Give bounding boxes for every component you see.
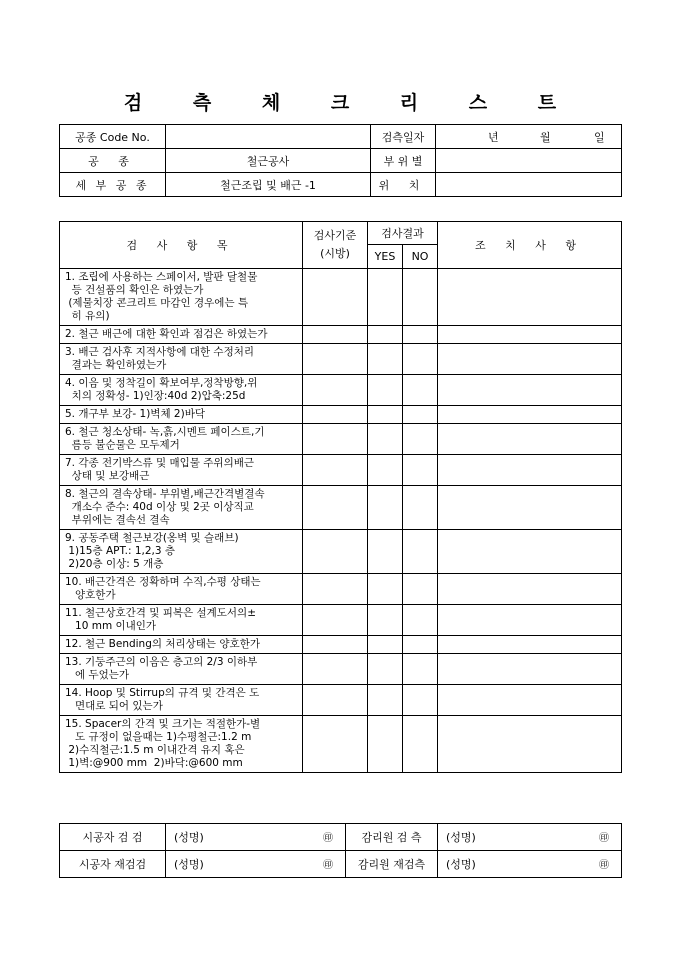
action-cell[interactable] (438, 605, 622, 636)
checklist-item-text (60, 530, 303, 574)
header-table (59, 124, 622, 197)
checklist-item-line: 히 유의) (65, 310, 110, 322)
name-placeholder: (성명) (446, 858, 476, 871)
seal-mark: ㊞ (323, 833, 333, 844)
checklist-item-text (60, 654, 303, 685)
checklist-row (60, 654, 622, 685)
yes-cell[interactable] (368, 605, 403, 636)
action-cell[interactable] (438, 326, 622, 344)
supervisor-inspection-signature[interactable] (438, 824, 622, 851)
no-cell[interactable] (403, 636, 438, 654)
inspection-date-label: 검측일자 (371, 125, 436, 149)
work-code-value[interactable] (166, 125, 371, 149)
yes-cell[interactable] (368, 716, 403, 773)
checklist-item-text (60, 326, 303, 344)
checklist-item-text (60, 486, 303, 530)
checklist-item-text (60, 636, 303, 654)
signature-table (59, 823, 622, 878)
no-cell[interactable] (403, 344, 438, 375)
checklist-item-line: 결과는 확인하였는가 (65, 359, 167, 371)
checklist-row (60, 455, 622, 486)
no-cell[interactable] (403, 486, 438, 530)
checklist-item-text (60, 375, 303, 406)
checklist-item-text (60, 406, 303, 424)
inspection-date-value[interactable] (436, 125, 622, 149)
contractor-inspection-label: 시공자 검 검 (60, 824, 166, 851)
yes-cell[interactable] (368, 654, 403, 685)
standard-cell[interactable] (303, 685, 368, 716)
checklist-item-line: 7. 각종 전기박스류 및 매입물 주위의배근 (65, 457, 254, 469)
checklist-item-line: 11. 철근상호간격 및 피복은 설계도서의± (65, 607, 256, 619)
checklist-item-line: 등 건설품의 확인은 하였는가 (65, 284, 204, 296)
checklist-row (60, 605, 622, 636)
standard-cell[interactable] (303, 269, 368, 326)
action-cell[interactable] (438, 344, 622, 375)
no-cell[interactable] (403, 375, 438, 406)
checklist-table (59, 221, 622, 773)
yes-cell[interactable] (368, 685, 403, 716)
action-cell[interactable] (438, 654, 622, 685)
action-cell[interactable] (438, 406, 622, 424)
action-cell[interactable] (438, 375, 622, 406)
checklist-item-line: 도 규정이 없을때는 1)수평철근:1.2 m (65, 731, 252, 743)
seal-mark: ㊞ (599, 833, 609, 844)
checklist-item-text (60, 455, 303, 486)
checklist-item-line: 12. 철근 Bending의 처리상태는 양호한가 (65, 638, 260, 650)
work-code-label: 공종 Code No. (60, 125, 166, 149)
checklist-item-line: 6. 철근 청소상태- 녹,흙,시멘트 페이스트,기 (65, 426, 265, 438)
column-header-item: 검 사 항 목 (60, 222, 303, 269)
checklist-row (60, 375, 622, 406)
yes-cell[interactable] (368, 530, 403, 574)
work-type-value[interactable]: 철근공사 (166, 149, 371, 173)
checklist-row (60, 269, 622, 326)
action-cell[interactable] (438, 716, 622, 773)
checklist-item-line: 15. Spacer의 간격 및 크기는 적절한가-별 (65, 718, 261, 730)
work-type-label: 공 종 (60, 149, 166, 173)
column-header-yes: YES (368, 245, 403, 269)
column-header-no: NO (403, 245, 438, 269)
standard-cell[interactable] (303, 344, 368, 375)
checklist-item-line: 면대로 되어 있는가 (65, 700, 163, 712)
action-cell[interactable] (438, 486, 622, 530)
yes-cell[interactable] (368, 424, 403, 455)
checklist-row (60, 486, 622, 530)
checklist-item-line: 치의 정확성- 1)인장:40d 2)압축:25d (65, 390, 246, 402)
position-label: 위 치 (371, 173, 436, 197)
checklist-item-line: 름등 불순물은 모두제거 (65, 439, 180, 451)
checklist-row (60, 685, 622, 716)
standard-cell[interactable] (303, 574, 368, 605)
standard-cell[interactable] (303, 636, 368, 654)
checklist-item-text (60, 424, 303, 455)
name-placeholder: (성명) (174, 858, 204, 871)
supervisor-reinspection-signature[interactable] (438, 851, 622, 878)
checklist-item-line: 4. 이음 및 정착길이 확보여부,정착방향,위 (65, 377, 258, 389)
checklist-item-line: 상태 및 보강배근 (65, 470, 150, 482)
yes-cell[interactable] (368, 636, 403, 654)
standard-cell[interactable] (303, 326, 368, 344)
no-cell[interactable] (403, 455, 438, 486)
no-cell[interactable] (403, 424, 438, 455)
checklist-row (60, 636, 622, 654)
yes-cell[interactable] (368, 486, 403, 530)
checklist-item-line: 13. 기둥주근의 이음은 층고의 2/3 이하부 (65, 656, 258, 668)
checklist-item-line: 부위에는 결속선 결속 (65, 514, 170, 526)
checklist-item-line: 1. 조립에 사용하는 스페이서, 발판 달철물 (65, 271, 258, 283)
checklist-item-text (60, 269, 303, 326)
no-cell[interactable] (403, 406, 438, 424)
column-header-standard (303, 222, 368, 269)
action-cell[interactable] (438, 636, 622, 654)
name-placeholder: (성명) (174, 831, 204, 844)
no-cell[interactable] (403, 574, 438, 605)
date-day: 일 (594, 131, 605, 144)
no-cell[interactable] (403, 605, 438, 636)
checklist-item-line: 2)수직철근:1.5 m 이내간격 유지 혹은 (65, 744, 245, 756)
yes-cell[interactable] (368, 375, 403, 406)
checklist-row (60, 344, 622, 375)
no-cell[interactable] (403, 654, 438, 685)
no-cell[interactable] (403, 685, 438, 716)
standard-cell[interactable] (303, 424, 368, 455)
checklist-item-line: 10. 배근간격은 정확하며 수직,수평 상태는 (65, 576, 261, 588)
standard-cell[interactable] (303, 406, 368, 424)
checklist-row (60, 406, 622, 424)
date-month: 월 (540, 131, 551, 144)
checklist-row (60, 326, 622, 344)
name-placeholder: (성명) (446, 831, 476, 844)
location-label: 부 위 별 (371, 149, 436, 173)
checklist-item-line: 에 두었는가 (65, 669, 130, 681)
checklist-item-line: 양호한가 (65, 589, 116, 601)
contractor-reinspection-label: 시공자 재검검 (60, 851, 166, 878)
checklist-item-text (60, 605, 303, 636)
yes-cell[interactable] (368, 455, 403, 486)
checklist-item-line: 2)20층 이상: 5 개층 (65, 558, 164, 570)
standard-cell[interactable] (303, 455, 368, 486)
no-cell[interactable] (403, 326, 438, 344)
standard-cell[interactable] (303, 530, 368, 574)
standard-cell[interactable] (303, 716, 368, 773)
checklist-item-line: 14. Hoop 및 Stirrup의 규격 및 간격은 도 (65, 687, 260, 699)
standard-cell[interactable] (303, 654, 368, 685)
yes-cell[interactable] (368, 344, 403, 375)
checklist-row (60, 530, 622, 574)
checklist-item-text (60, 574, 303, 605)
action-cell[interactable] (438, 685, 622, 716)
location-value[interactable] (436, 149, 622, 173)
checklist-item-line: 5. 개구부 보강- 1)벽체 2)바닥 (65, 408, 205, 420)
action-cell[interactable] (438, 269, 622, 326)
yes-cell[interactable] (368, 574, 403, 605)
column-header-action: 조 치 사 항 (438, 222, 622, 269)
no-cell[interactable] (403, 716, 438, 773)
no-cell[interactable] (403, 530, 438, 574)
checklist-item-text (60, 685, 303, 716)
action-cell[interactable] (438, 424, 622, 455)
action-cell[interactable] (438, 574, 622, 605)
checklist-item-line: 1)15층 APT.: 1,2,3 층 (65, 545, 176, 557)
column-header-standard-line1: 검사기준 (313, 229, 357, 242)
no-cell[interactable] (403, 269, 438, 326)
detail-work-label: 세 부 공 종 (60, 173, 166, 197)
checklist-item-line: 8. 철근의 결속상태- 부위별,배근간격별결속 (65, 488, 265, 500)
standard-cell[interactable] (303, 375, 368, 406)
contractor-inspection-signature[interactable] (166, 824, 346, 851)
supervisor-inspection-label: 감리원 검 측 (346, 824, 438, 851)
checklist-row (60, 574, 622, 605)
standard-cell[interactable] (303, 486, 368, 530)
checklist-row (60, 424, 622, 455)
action-cell[interactable] (438, 530, 622, 574)
column-header-result: 검사결과 (368, 222, 438, 245)
checklist-item-line: 1)벽:@900 mm 2)바닥:@600 mm (65, 757, 243, 769)
contractor-reinspection-signature[interactable] (166, 851, 346, 878)
seal-mark: ㊞ (599, 860, 609, 871)
yes-cell[interactable] (368, 269, 403, 326)
checklist-item-line: 3. 배근 검사후 지적사항에 대한 수정처리 (65, 346, 254, 358)
checklist-item-line: 개소수 준수: 40d 이상 및 2곳 이상직교 (65, 501, 254, 513)
checklist-item-line: 9. 공동주택 철근보강(옹벽 및 슬래브) (65, 532, 239, 544)
checklist-item-text (60, 344, 303, 375)
document-title: 검 측 체 크 리 스 트 (123, 92, 579, 114)
yes-cell[interactable] (368, 406, 403, 424)
supervisor-reinspection-label: 감리원 재검측 (346, 851, 438, 878)
yes-cell[interactable] (368, 326, 403, 344)
checklist-item-line: 10 mm 이내인가 (65, 620, 157, 632)
checklist-item-line: (제물치장 콘크리트 마감인 경우에는 특 (65, 297, 249, 309)
position-value[interactable] (436, 173, 622, 197)
date-year: 년 (488, 131, 499, 144)
action-cell[interactable] (438, 455, 622, 486)
checklist-item-text (60, 716, 303, 773)
column-header-standard-line2: (시방) (320, 247, 350, 260)
detail-work-value[interactable]: 철근조립 및 배근 -1 (166, 173, 371, 197)
checklist-row (60, 716, 622, 773)
standard-cell[interactable] (303, 605, 368, 636)
seal-mark: ㊞ (323, 860, 333, 871)
checklist-item-line: 2. 철근 배근에 대한 확인과 점검은 하였는가 (65, 328, 268, 340)
